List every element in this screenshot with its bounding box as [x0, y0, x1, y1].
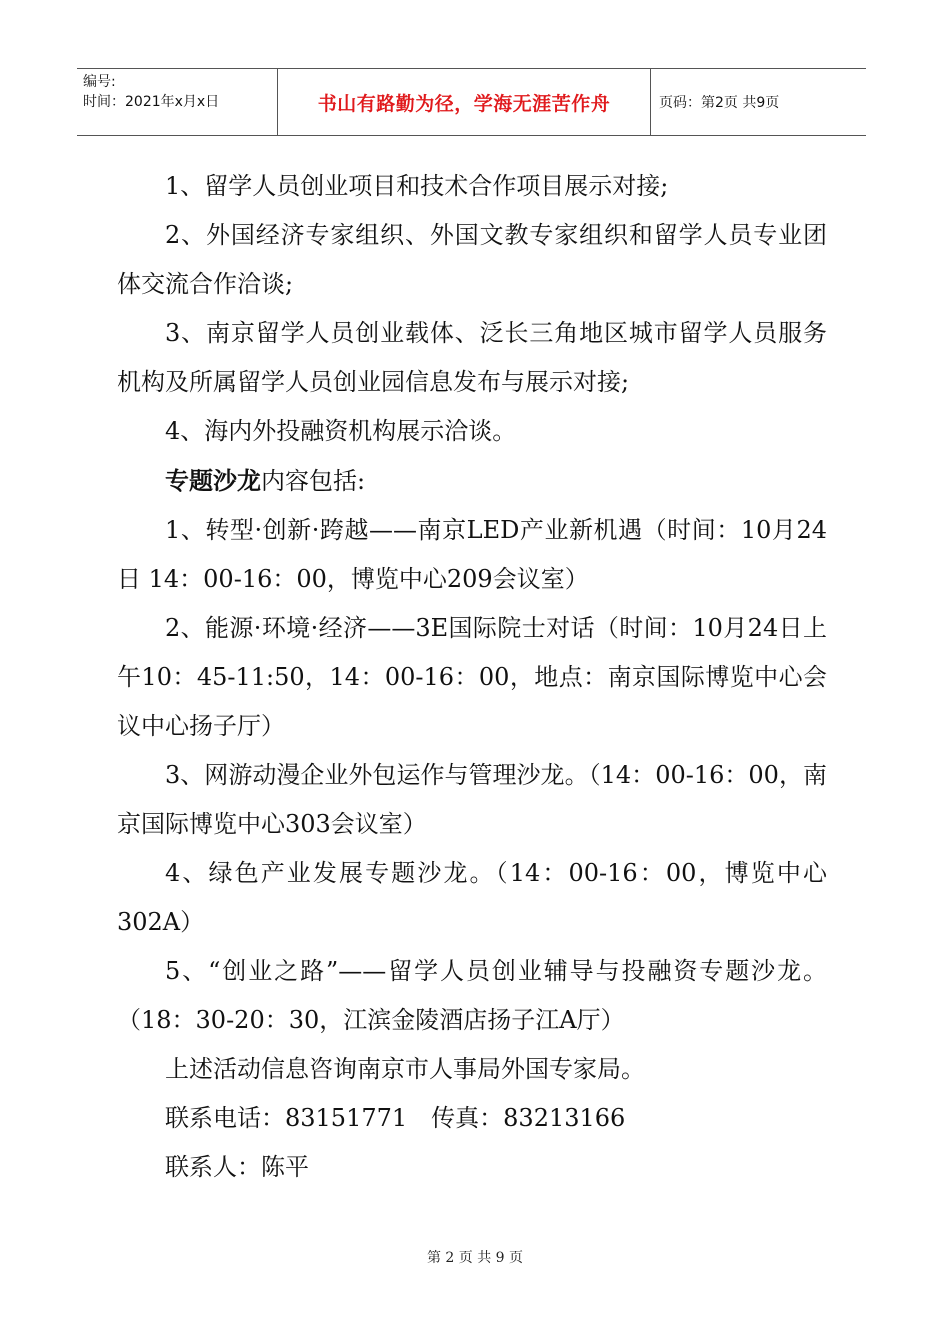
header-motto: 书山有路勤为径，学海无涯苦作舟 [317, 92, 611, 115]
consult-text: 上述活动信息咨询南京市人事局外国专家局。 [165, 1055, 645, 1083]
salon-heading-rest: 内容包括: [261, 467, 366, 495]
salon-item-3: 3、网游动漫企业外包运作与管理沙龙。（14：00-16：00，南京国际博览中心303会议室） [117, 761, 827, 838]
header-page-cell [651, 69, 866, 135]
exhibit-item-1: 1、留学人员创业项目和技术合作项目展示对接; [165, 172, 669, 200]
header-motto-cell [278, 69, 651, 135]
document-body [117, 162, 827, 1192]
contact-phone: 联系电话：83151771 传真：83213166 [165, 1104, 626, 1132]
contact-person: 联系人：陈平 [165, 1153, 309, 1181]
salon-item-1: 1、转型·创新·跨越——南京LED产业新机遇（时间：10月24日 14：00-16：00，博览中心209会议室） [117, 516, 827, 593]
exhibit-item-4: 4、海内外投融资机构展示洽谈。 [165, 417, 517, 445]
page-header [77, 68, 866, 136]
document-number-label: 编号: [83, 74, 116, 90]
salon-item-5: 5、“创业之路”——留学人员创业辅导与投融资专题沙龙。（18：30-20：30，江滨金陵酒店扬子江A厅） [117, 957, 827, 1034]
header-page-number: 页码：第2页 共9页 [659, 95, 780, 111]
salon-heading-bold: 专题沙龙 [165, 466, 261, 495]
salon-item-4: 4、绿色产业发展专题沙龙。（14：00-16：00，博览中心302A） [117, 859, 827, 936]
header-meta [77, 69, 278, 135]
document-date-label: 时间：2021年x月x日 [83, 94, 220, 110]
exhibit-item-2: 2、外国经济专家组织、外国文教专家组织和留学人员专业团体交流合作洽谈; [117, 221, 827, 298]
page-footer: 第 2 页 共 9 页 [426, 1250, 524, 1266]
salon-heading [117, 456, 827, 506]
salon-item-2: 2、能源·环境·经济——3E国际院士对话（时间：10月24日上午10：45-11:50，14：00-16：00，地点：南京国际博览中心会议中心扬子厅） [117, 614, 827, 740]
exhibit-item-3: 3、南京留学人员创业载体、泛长三角地区城市留学人员服务机构及所属留学人员创业园信息发布与展示对接; [117, 319, 827, 396]
